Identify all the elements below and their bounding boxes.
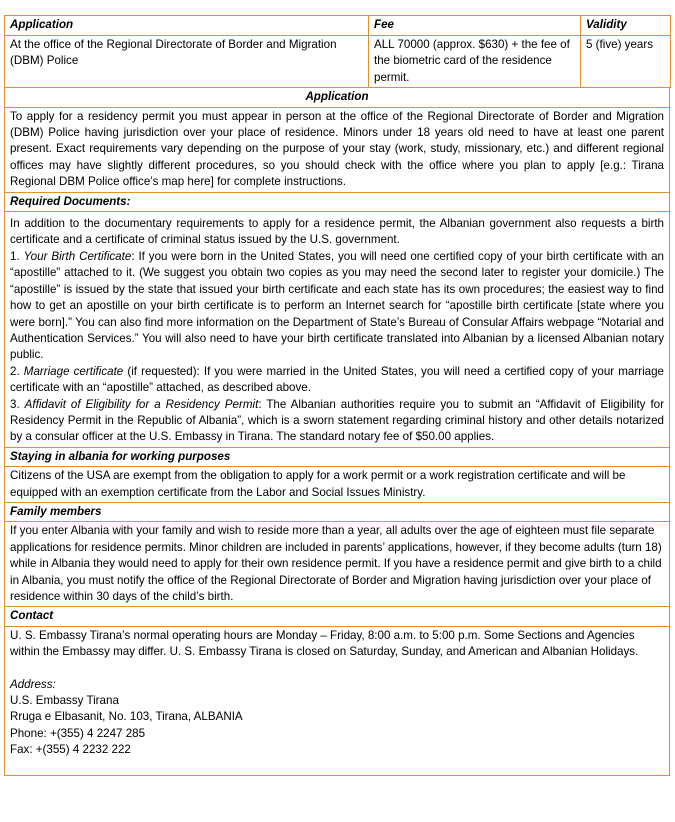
address-label [10,677,664,693]
fax-number: Fax: +(355) 4 2232 222 [10,743,131,757]
application-heading: Application [5,88,669,107]
required-documents-heading: Required Documents: [5,193,669,212]
item-number: 2. [10,364,24,378]
required-documents-intro: In addition to the documentary requirements to apply for a residence permit, the Albanian government also requests a birth certificate and a certificate of criminal status issued by the U.S. government. [10,217,664,247]
contact-heading: Contact [5,607,669,626]
document-item-3 [10,397,664,446]
required-documents-body [5,212,669,448]
fee-table-header-row [5,16,671,36]
cell-fee: ALL 70000 (approx. $630) + the fee of the biometric card of the residence permit. [369,36,581,88]
contact-hours: U. S. Embassy Tirana’s normal operating hours are Monday – Friday, 8:00 a.m. to 5:00 p.m. Some Sections and Agencies within the Embassy may differ. U. S. Embassy Tirana is closed on Saturday, Sunday, and American and Albanian Holidays. [10,628,639,659]
item-title: Your Birth Certificate [23,249,132,263]
phone-number: Phone: +(355) 4 2247 285 [10,726,146,740]
address-label-text: Address: [10,677,56,691]
family-text: If you enter Albania with your family and wish to reside more than a year, all adults over the age of eighteen must file separate applications for residence permits. Minor children are included in parents’ applications, however, if they become adults (turn 18) while in Albania they would need to apply for their own residence permit. If you have a residence permit and give birth to a child in Albania, you must notify the office of the Regional Directorate of Border and Migration having jurisdiction over your place of residence within 30 days of the child’s birth. [5,522,669,607]
header-application: Application [5,16,369,36]
document-item-2 [10,364,664,397]
spacer [10,661,664,677]
working-heading: Staying in albania for working purposes [5,448,669,467]
item-number: 3. [10,397,25,411]
item-title: Affidavit of Eligibility for a Residency Permit [24,397,259,411]
info-box [4,88,670,775]
item-text: : The Albanian authorities require you to submit an “Affidavit of Eligibility for Residency Permit in the Republic of Albania”, which is a sworn statement regarding criminal history and other details notarized by a consular officer at the U.S. Embassy in Tirana. The standard notary fee of $50.00 applies. [10,397,664,444]
address-line-2: Rruga e Elbasanit, No. 103, Tirana, ALBANIA [10,710,243,724]
header-fee: Fee [369,16,581,36]
contact-body [5,627,669,775]
document-item-1 [10,249,664,364]
item-title: Marriage certificate [23,364,124,378]
family-heading: Family members [5,503,669,522]
item-text: (if requested): If you were married in the United States, you will need a certified copy of your marriage certificate with an “apostille” attached, as described above. [10,364,664,395]
item-text: : If you were born in the United States, you will need one certified copy of your birth certificate with an “apostille” attached to it. (We suggest you obtain two copies as you may need the second later to register your domicile.) The “apostille” is issued by the state that issued your birth certificate and each state has its own procedures; the easiest way to find how to get an apostille on your birth certificate is to perform an Internet search for “apostille birth certificate [state where you were born].” You can also find more information on the Department of State’s Bureau of Consular Affairs webpage “Notarial and Authentication Services.” You will also need to have your birth certificate translated into Albanian by a licensed Albanian notary public. [10,249,664,362]
application-text: To apply for a residency permit you must appear in person at the office of the Regional Directorate of Border and Migration (DBM) Police having jurisdiction over your place of residence. Minors under 18 years old need to have at least one parent present. Exact requirements vary depending on the purpose of your stay (work, study, missionary, etc.) and different regional offices may have slightly different procedures, so you should check with the office where you plan to apply [e.g.: Tirana Regional DBM Police office’s map here] for complete instructions. [5,108,669,193]
residency-document [4,15,670,776]
fee-table [4,15,671,88]
cell-validity: 5 (five) years [581,36,671,88]
working-text: Citizens of the USA are exempt from the obligation to apply for a work permit or a work registration certificate and will be equipped with an exemption certificate from the Labor and Social Issues Ministry. [5,467,669,503]
fee-table-row [5,36,671,88]
cell-application: At the office of the Regional Directorate of Border and Migration (DBM) Police [5,36,369,88]
address-line-1: U.S. Embassy Tirana [10,694,119,708]
header-validity: Validity [581,16,671,36]
item-number: 1. [10,249,24,263]
